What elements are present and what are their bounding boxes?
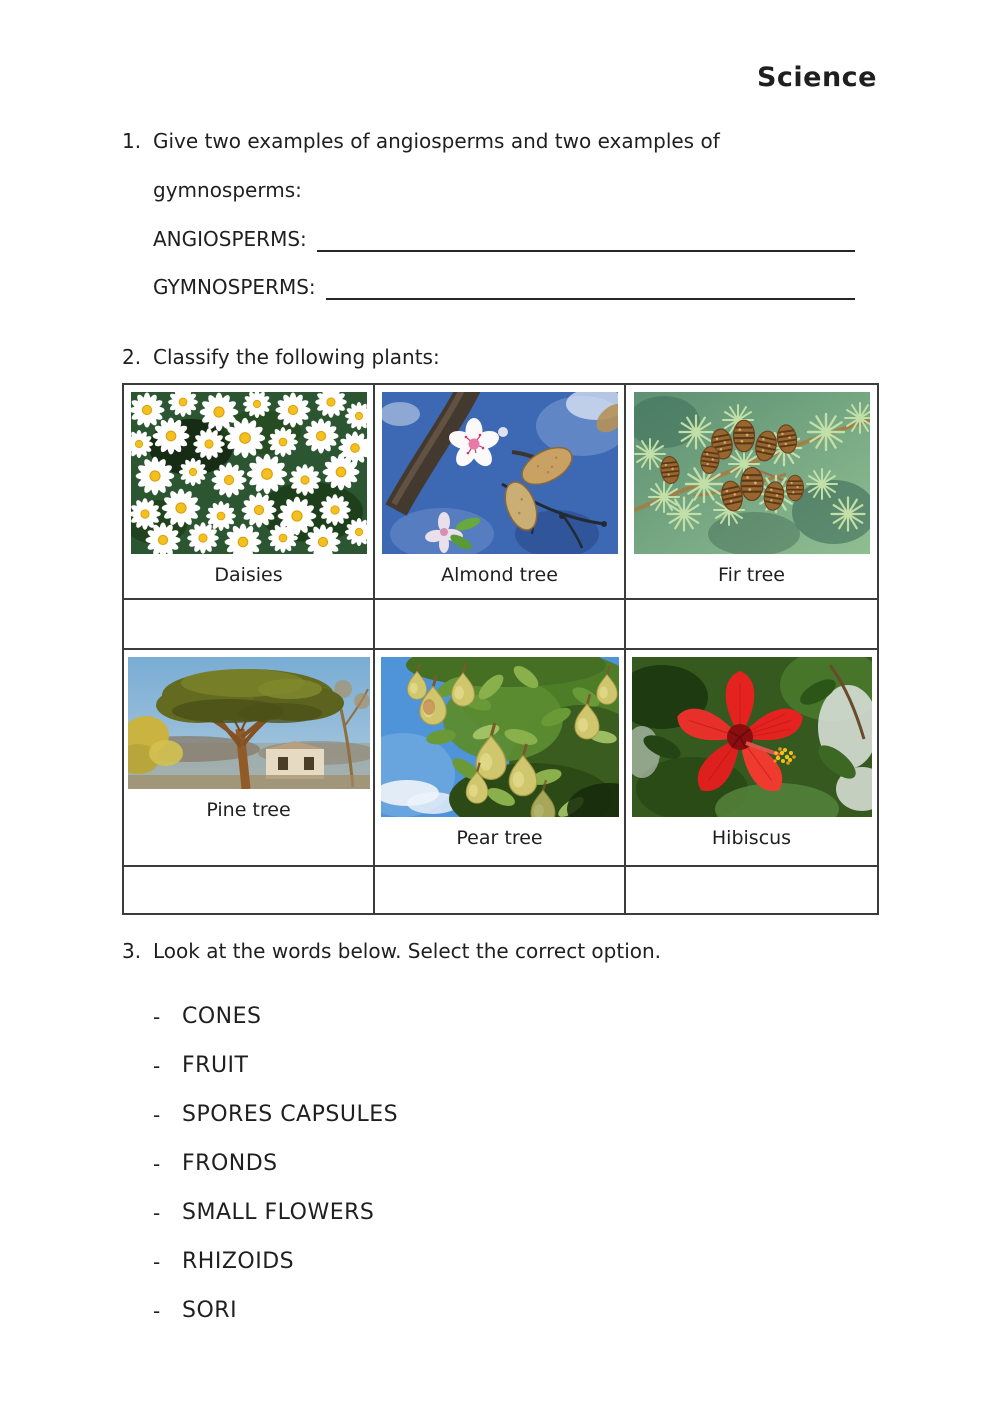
- plant-cell-fir-tree: [626, 385, 877, 600]
- almond-tree-photo: [382, 392, 618, 554]
- plant-cell-almond-tree: [375, 385, 626, 600]
- option-rhizoids[interactable]: [153, 1237, 398, 1286]
- plant-cell-daisies: [124, 385, 375, 600]
- plant-label: Almond tree: [441, 564, 558, 586]
- option-label: SORI: [182, 1298, 238, 1323]
- plant-cell-hibiscus: [626, 650, 877, 867]
- option-dash: -: [153, 1200, 161, 1225]
- plant-classification-table: [122, 383, 879, 915]
- plant-cell-pear-tree: [375, 650, 626, 867]
- option-label: FRUIT: [182, 1053, 249, 1078]
- gymnosperms-answer-blank[interactable]: [326, 270, 855, 300]
- plant-label: Fir tree: [718, 564, 785, 586]
- angiosperms-answer-blank[interactable]: [317, 222, 855, 252]
- option-dash: -: [153, 1004, 161, 1029]
- plant-label: Pine tree: [206, 799, 291, 821]
- question-1-text: Give two examples of angiosperms and two examples of: [153, 129, 720, 153]
- daisies-photo: [131, 392, 367, 554]
- answer-cell[interactable]: [626, 867, 877, 913]
- answer-cell[interactable]: [626, 600, 877, 650]
- question-1-heading: [122, 128, 720, 154]
- question-2-number: 2.: [122, 345, 142, 369]
- option-sori[interactable]: [153, 1286, 398, 1335]
- question-1-number: 1.: [122, 129, 142, 153]
- option-dash: -: [153, 1053, 161, 1078]
- answer-cell[interactable]: [124, 867, 375, 913]
- option-spores-capsules[interactable]: [153, 1090, 398, 1139]
- plant-label: Pear tree: [456, 827, 543, 849]
- option-cones[interactable]: [153, 992, 398, 1041]
- answer-cell[interactable]: [124, 600, 375, 650]
- word-options-list: [153, 992, 398, 1335]
- fir-tree-photo: [634, 392, 870, 554]
- option-label: SPORES CAPSULES: [182, 1102, 399, 1127]
- option-label: CONES: [182, 1004, 262, 1029]
- option-label: RHIZOIDS: [182, 1249, 295, 1274]
- gymnosperms-row: [153, 272, 855, 300]
- angiosperms-row: [153, 224, 855, 252]
- pine-tree-photo: [128, 657, 370, 789]
- option-dash: -: [153, 1298, 161, 1323]
- question-2-heading: [122, 344, 440, 370]
- option-dash: -: [153, 1151, 161, 1176]
- answer-cell[interactable]: [375, 867, 626, 913]
- page-title: Science: [756, 62, 877, 93]
- answer-cell[interactable]: [375, 600, 626, 650]
- question-2-text: Classify the following plants:: [153, 345, 440, 369]
- question-1-text-line2: gymnosperms:: [153, 178, 302, 202]
- option-dash: -: [153, 1102, 161, 1127]
- option-fruit[interactable]: [153, 1041, 398, 1090]
- option-fronds[interactable]: [153, 1139, 398, 1188]
- option-dash: -: [153, 1249, 161, 1274]
- plant-label: Hibiscus: [711, 827, 792, 849]
- plant-cell-pine-tree: [124, 650, 375, 867]
- question-3-heading: [122, 938, 661, 964]
- option-small-flowers[interactable]: [153, 1188, 398, 1237]
- plant-label: Daisies: [214, 564, 283, 586]
- angiosperms-label: ANGIOSPERMS:: [153, 227, 307, 251]
- hibiscus-photo: [632, 657, 872, 817]
- question-3-text: Look at the words below. Select the correct option.: [153, 939, 662, 963]
- option-label: FRONDS: [182, 1151, 278, 1176]
- gymnosperms-label: GYMNOSPERMS:: [153, 275, 316, 299]
- option-label: SMALL FLOWERS: [182, 1200, 375, 1225]
- pear-tree-photo: [381, 657, 619, 817]
- question-3-number: 3.: [122, 939, 142, 963]
